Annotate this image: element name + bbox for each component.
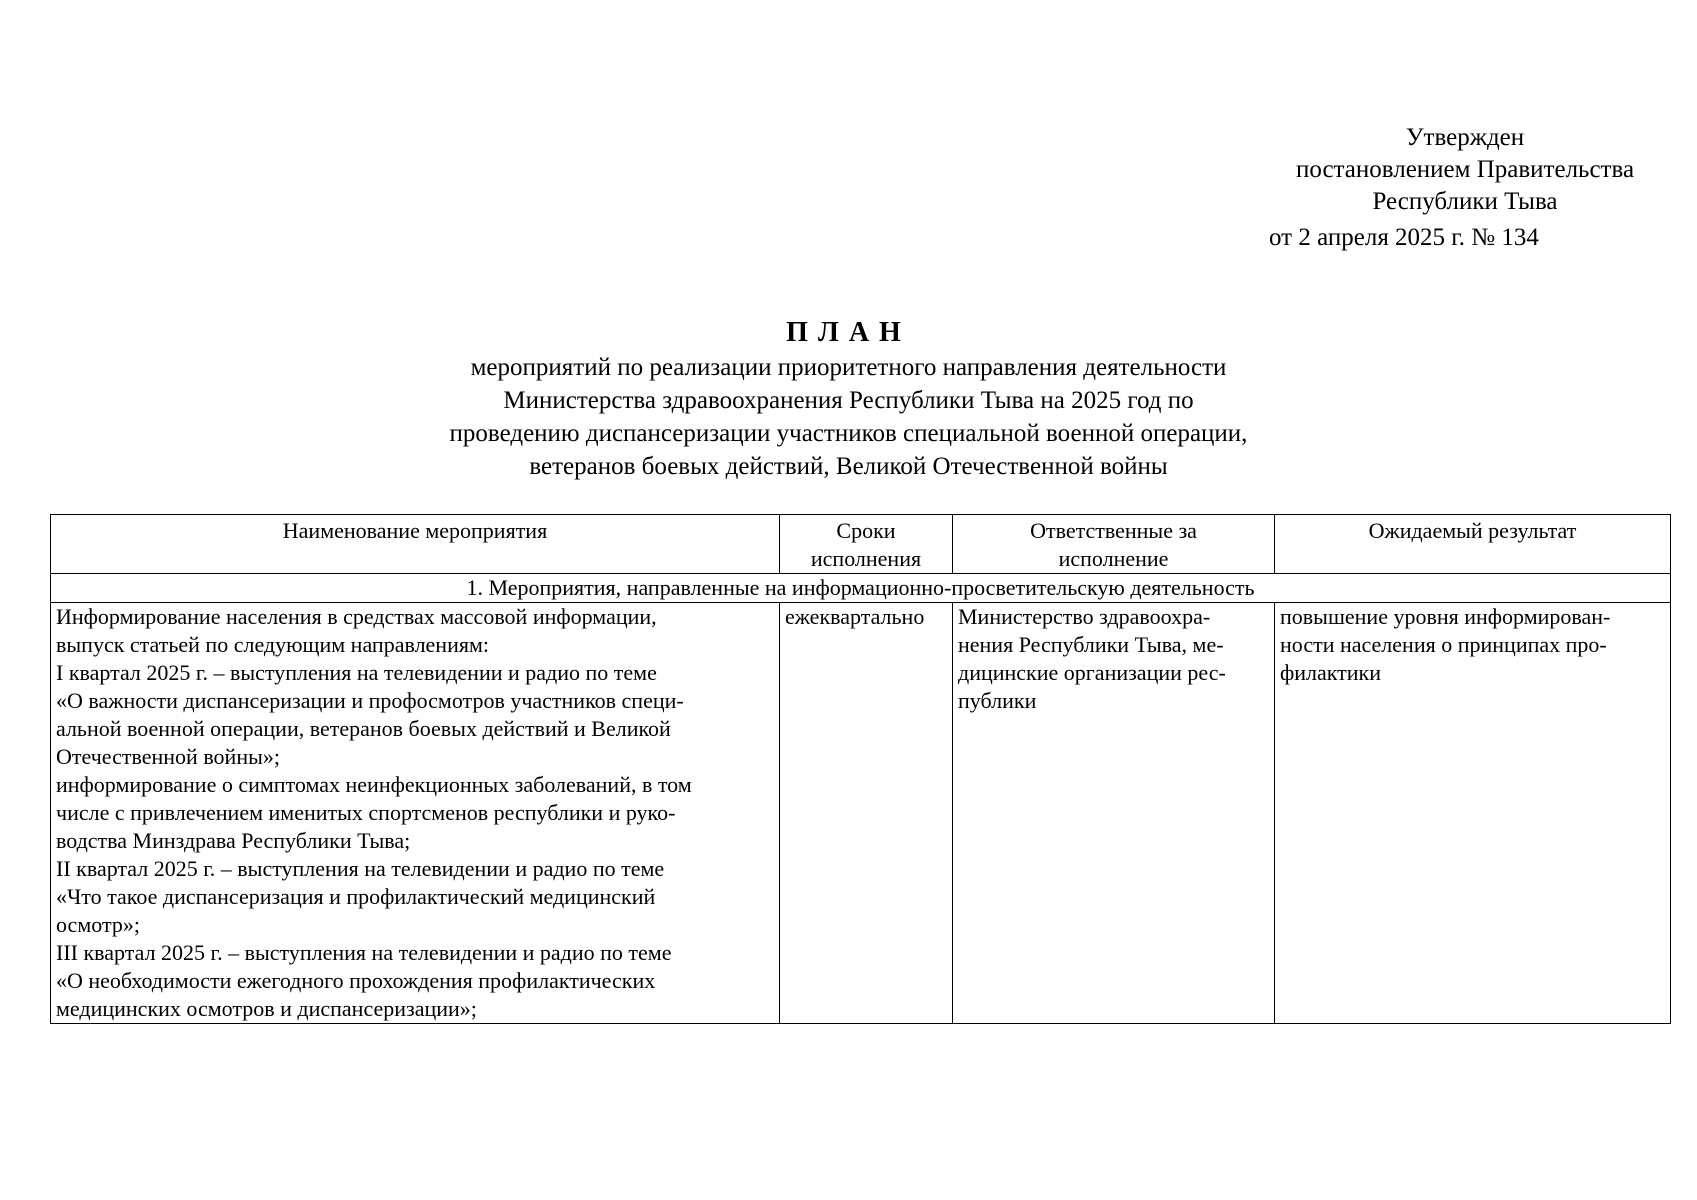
section-title: 1. Мероприятия, направленные на информационно-просветительскую деятельность [51, 574, 1671, 603]
cell-result: повышение уровня информирован- ности населения о принципах про- филактики [1275, 603, 1671, 1024]
cell-name: Информирование населения в средствах массовой информации, выпуск статьей по следующим направлениям: I квартал 2025 г. – выступления на телевидении и радио по теме «О важности диспансеризации и профосмотров участников специ- альной военной операции, ветеранов боевых действий и Великой Отечественной войны»; информирование о симптомах неинфекционных заболеваний, в том числе с привлечением именитых спортсменов республики и руко- водства Минздрава Республики Тыва; II квартал 2025 г. – выступления на телевидении и радио по теме «Что такое диспансеризация и профилактический медицинский осмотр»; III квартал 2025 г. – выступления на телевидении и радио по теме «О необходимости ежегодного прохождения профилактических медицинских осмотров и диспансеризации»; [51, 603, 780, 1024]
approval-line: постановлением Правительства [1295, 156, 1635, 183]
approval-date: от 2 апреля 2025 г. № 134 [1269, 224, 1539, 251]
plan-subtitle [0, 351, 1697, 483]
approval-line: Республики Тыва [1372, 188, 1558, 215]
approval-stamp [1245, 122, 1685, 254]
table-row [51, 603, 1671, 1024]
subtitle-line: мероприятий по реализации приоритетного направления деятельности [470, 354, 1227, 381]
subtitle-line: Министерства здравоохранения Республики Тыва на 2025 год по [503, 387, 1194, 414]
header-result: Ожидаемый результат [1275, 515, 1671, 574]
header-terms: Сроки исполнения [780, 515, 953, 574]
header-responsible: Ответственные за исполнение [953, 515, 1275, 574]
subtitle-line: проведению диспансеризации участников специальной военной операции, [449, 420, 1248, 447]
section-row [51, 574, 1671, 603]
table-header-row [51, 515, 1671, 574]
approval-line: Утвержден [1405, 124, 1525, 151]
plan-title: ПЛАН [786, 317, 911, 348]
cell-terms: ежеквартально [780, 603, 953, 1024]
plan-table [50, 514, 1671, 1024]
header-name: Наименование мероприятия [51, 515, 780, 574]
subtitle-line: ветеранов боевых действий, Великой Отечественной войны [529, 453, 1168, 480]
cell-responsible: Министерство здравоохра- нения Республики Тыва, ме- дицинские организации рес- публики [953, 603, 1275, 1024]
